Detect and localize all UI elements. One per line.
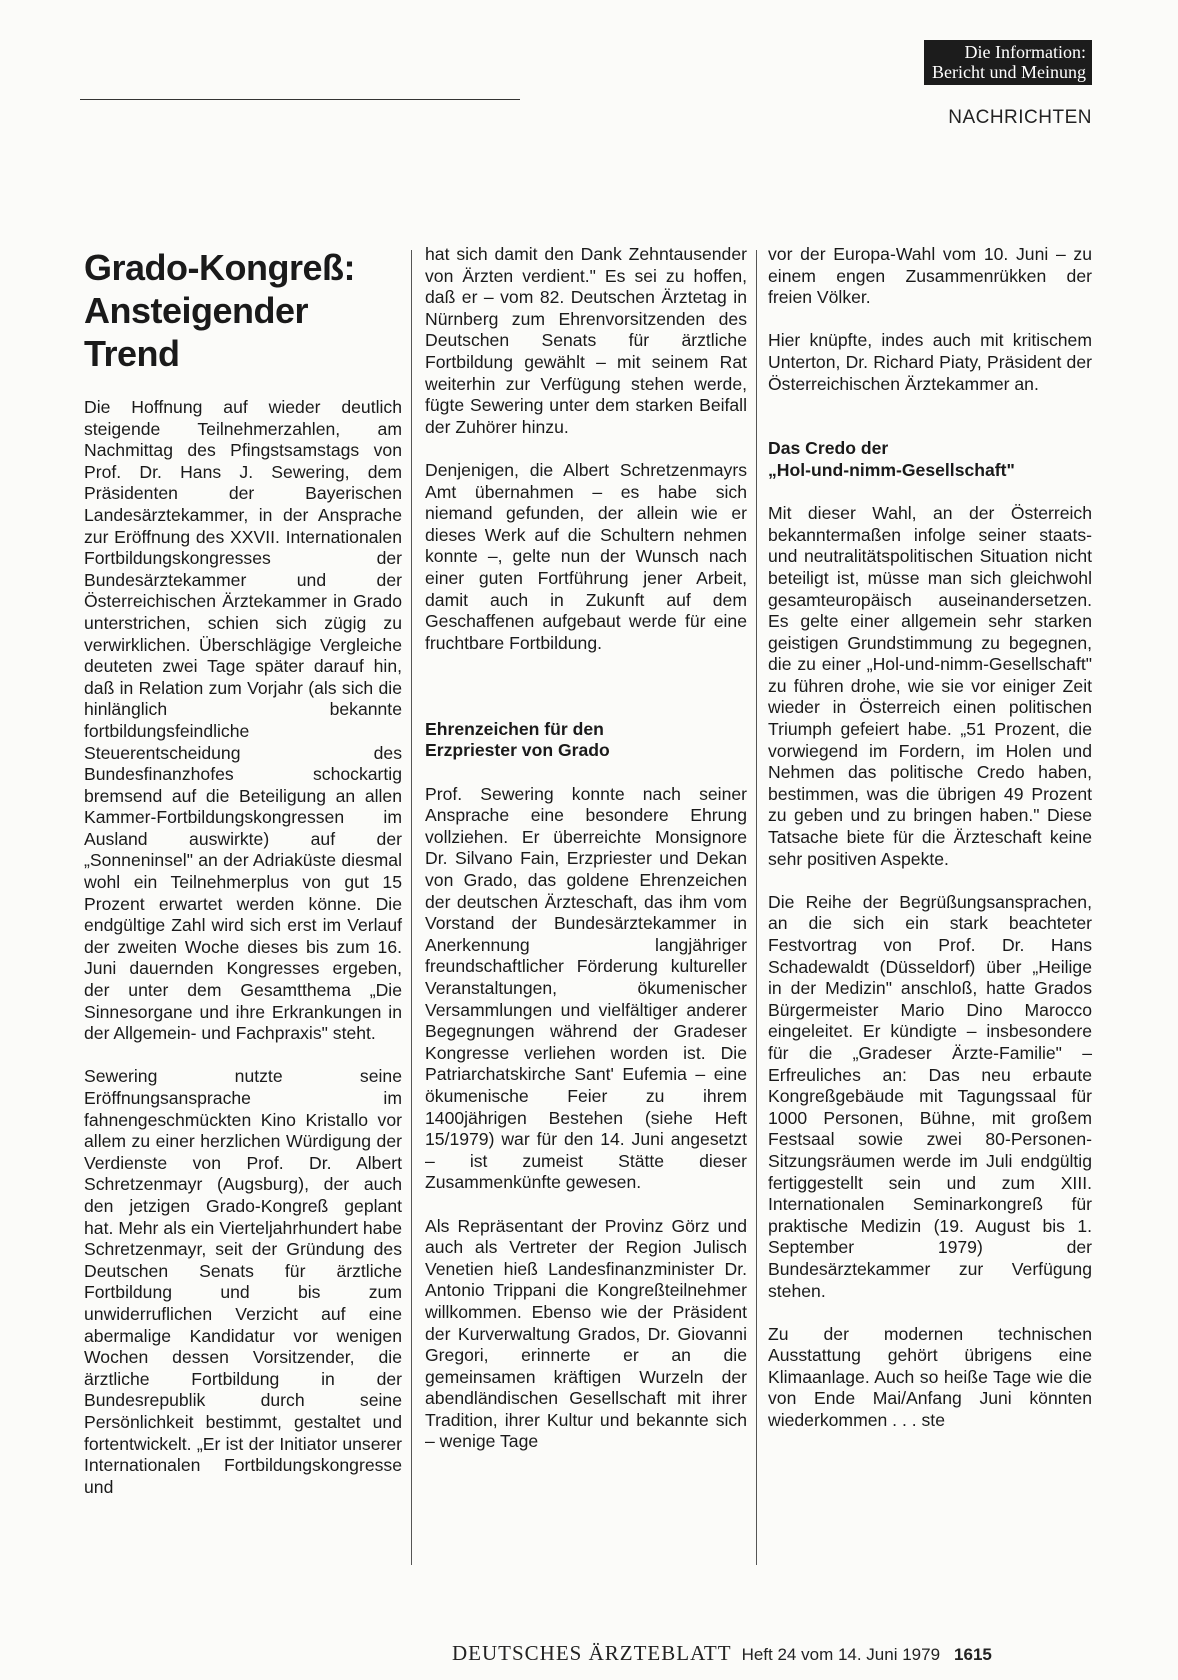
subheading-line-1: Ehrenzeichen für den (425, 718, 604, 739)
rubric-box (924, 40, 1092, 85)
header-rule (80, 99, 520, 100)
column-2 (425, 244, 747, 1453)
page-footer (452, 1641, 992, 1666)
headline-line-2: Ansteigender (84, 290, 309, 331)
issue-info: Heft 24 vom 14. Juni 1979 (741, 1645, 941, 1664)
paragraph: Mit dieser Wahl, an der Österreich bekanntermaßen infolge seiner staats- und neutralitätspolitischen Situation nicht beteiligt ist, müsse man sich gleichwohl gesamteuropäisch auseinandersetzen. Es gelte einer allgemein sehr starken geistigen Grundstimmung zu begegnen, die zu einer „Hol-und-nimm-Gesellschaft" zu führen drohe, wie sie vor einiger Zeit wieder in Österreich einen politischen Triumph gefeiert habe. „51 Prozent, die vorwiegend im Fordern, im Holen und Nehmen das politische Credo haben, bestimmen, was die übrigen 49 Prozent zu geben und zu bringen haben." Diese Tatsache biete für die Ärzteschaft keine sehr positiven Aspekte. (768, 503, 1092, 869)
headline-line-1: Grado-Kongreß: (84, 247, 355, 288)
subheading-line-2: Erzpriester von Grado (425, 740, 610, 761)
paragraph: hat sich damit den Dank Zehntausender von Ärzten verdient." Es sei zu hoffen, daß er – vom 82. Deutschen Ärztetag in Nürnberg zum Ehrenvorsitzenden des Deutschen Senats für ärztliche Fortbildung gewählt – mit seinem Rat weiterhin zur Verfügung stehen werde, fügte Sewering unter dem starken Beifall der Zuhörer hinzu. (425, 244, 747, 437)
subheading-line-1: Das Credo der (768, 438, 889, 459)
paragraph: vor der Europa-Wahl vom 10. Juni – zu einem engen Zusammenrükken der freien Völker. (768, 244, 1092, 308)
column-divider-1 (411, 250, 412, 1565)
spacer (768, 417, 1092, 439)
page-number: 1615 (954, 1645, 992, 1664)
rubric-line-1: Die Information: (964, 42, 1086, 62)
headline-line-3: Trend (84, 333, 180, 374)
section-label: NACHRICHTEN (948, 107, 1092, 128)
paragraph: Die Reihe der Begrüßungsansprachen, an die sich ein stark beachteter Festvortrag von Prof. Dr. Hans Schadewaldt (Düsseldorf) über „Heilige in der Medizin" anschloß, hatte Grados Bürgermeister Mario Dino Marocco eingeleitet. Er kündigte – insbesondere für die „Gradeser Ärzte-Familie" – Erfreuliches an: Das neu erbaute Kongreßgebäude mit Tagungssaal für 1000 Personen, Bühne, mit großem Festsaal sowie zwei 80-Personen-Sitzungsräumen werde im Juli endgültig fertiggestellt sein und zum XIII. Internationalen Seminarkongreß für praktische Medizin (19. August bis 1. September 1979) der Bundesärztekammer zur Verfügung stehen. (768, 891, 1092, 1301)
column-1 (84, 244, 402, 1498)
magazine-name: DEUTSCHES ÄRZTEBLATT (452, 1641, 732, 1665)
column-divider-2 (756, 250, 757, 1565)
column-3 (768, 244, 1092, 1432)
spacer (425, 676, 747, 719)
subheading-credo (768, 438, 1092, 481)
paragraph: Zu der modernen technischen Ausstattung gehört übrigens eine Klimaanlage. Auch so heiße Tage wie die von Ende Mai/Anfang Juni könnten wiederkommen . . . ste (768, 1323, 1092, 1431)
paragraph: Denjenigen, die Albert Schretzenmayrs Amt übernahmen – es habe sich niemand gefunden, der allein wie er dieses Werk auf die Schultern nehmen konnte –, gelte nun der Wunsch nach einer guten Fortführung jener Arbeit, damit auch in Zukunft auf dem Geschaffenen aufgebaut werde für eine fruchtbare Fortbildung. (425, 459, 747, 653)
paragraph: Prof. Sewering konnte nach seiner Ansprache eine besondere Ehrung vollziehen. Er überreichte Monsignore Dr. Silvano Fain, Erzpriester und Dekan von Grado, das goldene Ehrenzeichen der deutschen Ärzteschaft, das ihm vom Vorstand der Bundesärztekammer in Anerkennung langjähriger freundschaftlicher Förderung kultureller Veranstaltungen, ökumenischer Versammlungen und vielfältiger anderer Begegnungen während der Gradeser Kongresse verliehen worden ist. Die Patriarchatskirche Sant' Eufemia – eine ökumenische Feier zu ihrem 1400jährigen Bestehen (siehe Heft 15/1979) war für den 14. Juni angesetzt – ist zumeist Stätte dieser Zusammenkünfte gewesen. (425, 783, 747, 1193)
paragraph: Hier knüpfte, indes auch mit kritischem Unterton, Dr. Richard Piaty, Präsident der Österreichischen Ärztekammer an. (768, 330, 1092, 394)
paragraph: Die Hoffnung auf wieder deutlich steigende Teilnehmerzahlen, am Nachmittag des Pfingstsamstags von Prof. Dr. Hans J. Sewering, dem Präsidenten der Bayerischen Landesärztekammer, in der Ansprache zur Eröffnung des XXVII. Internationalen Fortbildungskongresses der Bundesärztekammer und der Österreichischen Ärztekammer in Grado unterstrichen, schien sich zügig zu verwirklichen. Überschlägige Vergleiche deuteten zwei Tage später darauf hin, daß in Relation zum Vorjahr (als sich die hinlänglich bekannte fortbildungsfeindliche Steuerentscheidung des Bundesfinanzhofes schockartig bremsend auf die Beteiligung an allen Kammer-Fortbildungskongressen im Ausland auswirkte) auf der „Sonneninsel" an der Adriaküste diesmal wohl ein Teilnehmerplus von gut 15 Prozent erwartet werden könne. Die endgültige Zahl wird sich erst im Verlauf der zweiten Woche dieses bis zum 16. Juni dauernden Kongresses ergeben, der unter dem Gesamtthema „Die Sinnesorgane und ihre Erkrankungen in der Allgemein- und Fachpraxis" steht. (84, 397, 402, 1044)
paragraph: Als Repräsentant der Provinz Görz und auch als Vertreter der Region Julisch Venetien hieß Landesfinanzminister Dr. Antonio Trippani die Kongreßteilnehmer willkommen. Ebenso wie der Präsident der Kurverwaltung Grados, Dr. Giovanni Gregori, erinnerte er an die gemeinsamen kräftigen Wurzeln der abendländischen Gesellschaft mit ihrer Tradition, ihrer Kultur und bekannte sich – wenige Tage (425, 1215, 747, 1452)
subheading-ehrenzeichen (425, 719, 747, 762)
subheading-line-2: „Hol-und-nimm-Gesellschaft" (768, 459, 1015, 480)
paragraph: Sewering nutzte seine Eröffnungsansprache im fahnengeschmückten Kino Kristallo vor allem zu einer herzlichen Würdigung der Verdienste von Prof. Dr. Albert Schretzenmayr (Augsburg), der auch den jetzigen Grado-Kongreß geplant hat. Mehr als ein Vierteljahrhundert habe Schretzenmayr, seit der Gründung des Deutschen Senats für ärztliche Fortbildung und bis zum unwiderruflichen Verzicht auf eine abermalige Kandidatur vor wenigen Wochen dessen Vorsitzender, die ärztliche Fortbildung in der Bundesrepublik durch seine Persönlichkeit bestimmt, gestaltet und fortentwickelt. „Er ist der Initiator unserer Internationalen Fortbildungskongresse und (84, 1066, 402, 1497)
headline (84, 246, 402, 375)
rubric-line-2: Bericht und Meinung (932, 62, 1086, 82)
